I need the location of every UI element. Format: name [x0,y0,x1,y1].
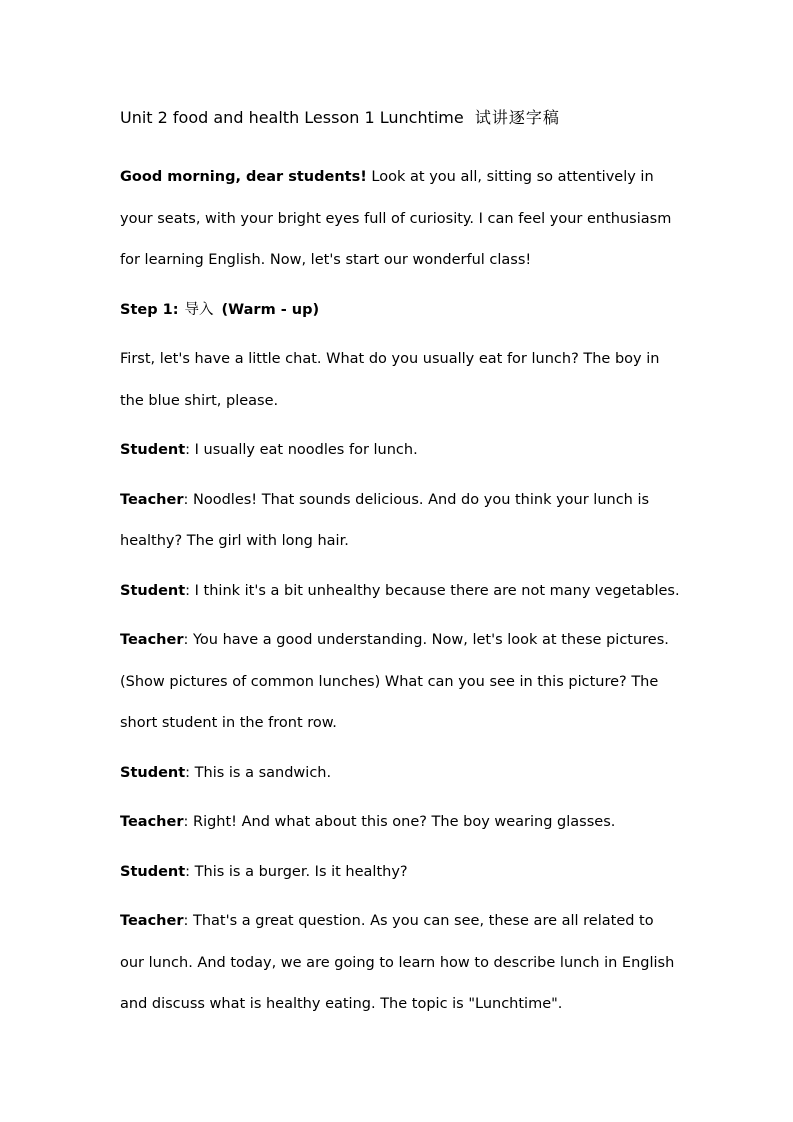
dialogue-text: First, let's have a little chat. What do you usually eat for lunch? The boy in the blue shirt, please. [120,351,660,409]
step-1-chinese: 导入 [184,301,214,318]
dialogue-line [120,620,680,745]
speaker-label: Teacher [120,491,184,508]
speaker-label: Student [120,442,186,458]
intro-paragraph [120,157,680,282]
dialogue-line [120,430,680,472]
title-english: Unit 2 food and health Lesson 1 Lunchtime [120,108,464,127]
dialogue-text: : I think it's a bit unhealthy because there are not many vegetables. [185,582,680,599]
dialogue-line [120,802,680,844]
dialogue-text: : I usually eat noodles for lunch. [185,442,418,458]
dialogue-text: : This is a burger. Is it healthy? [185,863,408,880]
greeting-text: Good morning, dear students! [120,169,367,185]
speaker-label: Teacher [120,632,184,648]
dialogue-text: : Noodles! That sounds delicious. And do you think your lunch is healthy? The girl with long hair. [120,491,650,549]
speaker-label: Student [120,764,186,781]
dialogue-line [120,480,680,563]
speaker-label: Teacher [120,913,184,929]
document-title [120,107,680,129]
dialogue-line [120,753,680,795]
dialogue-text: : You have a good understanding. Now, let's look at these pictures. (Show pictures of common lunches) What can you see in this picture? The short student in the front row. [120,632,669,731]
dialogue-text: : That's a great question. As you can see, these are all related to our lunch. And today, we are going to learn how to describe lunch in English and discuss what is healthy eating. The topic is "Lunchtime". [120,913,675,1012]
step-1-heading [120,290,680,332]
title-chinese: 试讲逐字稿 [474,108,560,127]
intro-text: Look at you all, sitting so attentively in your seats, with your bright eyes full of curiosity. I can feel your enthusiasm for learning English. Now, let's start our wonderful class! [120,169,672,268]
speaker-label: Teacher [120,814,184,830]
dialogue-line [120,339,680,422]
speaker-label: Student [120,863,186,880]
speaker-label: Student [120,582,186,599]
dialogue-text: : This is a sandwich. [185,764,332,781]
dialogue-line [120,571,680,613]
dialogue-line [120,901,680,1026]
dialogue-text: : Right! And what about this one? The boy wearing glasses. [183,814,616,830]
document-body [120,107,680,1034]
step-1-label: Step 1: [120,301,179,318]
step-1-english: (Warm - up) [221,301,320,318]
dialogue-line [120,852,680,894]
